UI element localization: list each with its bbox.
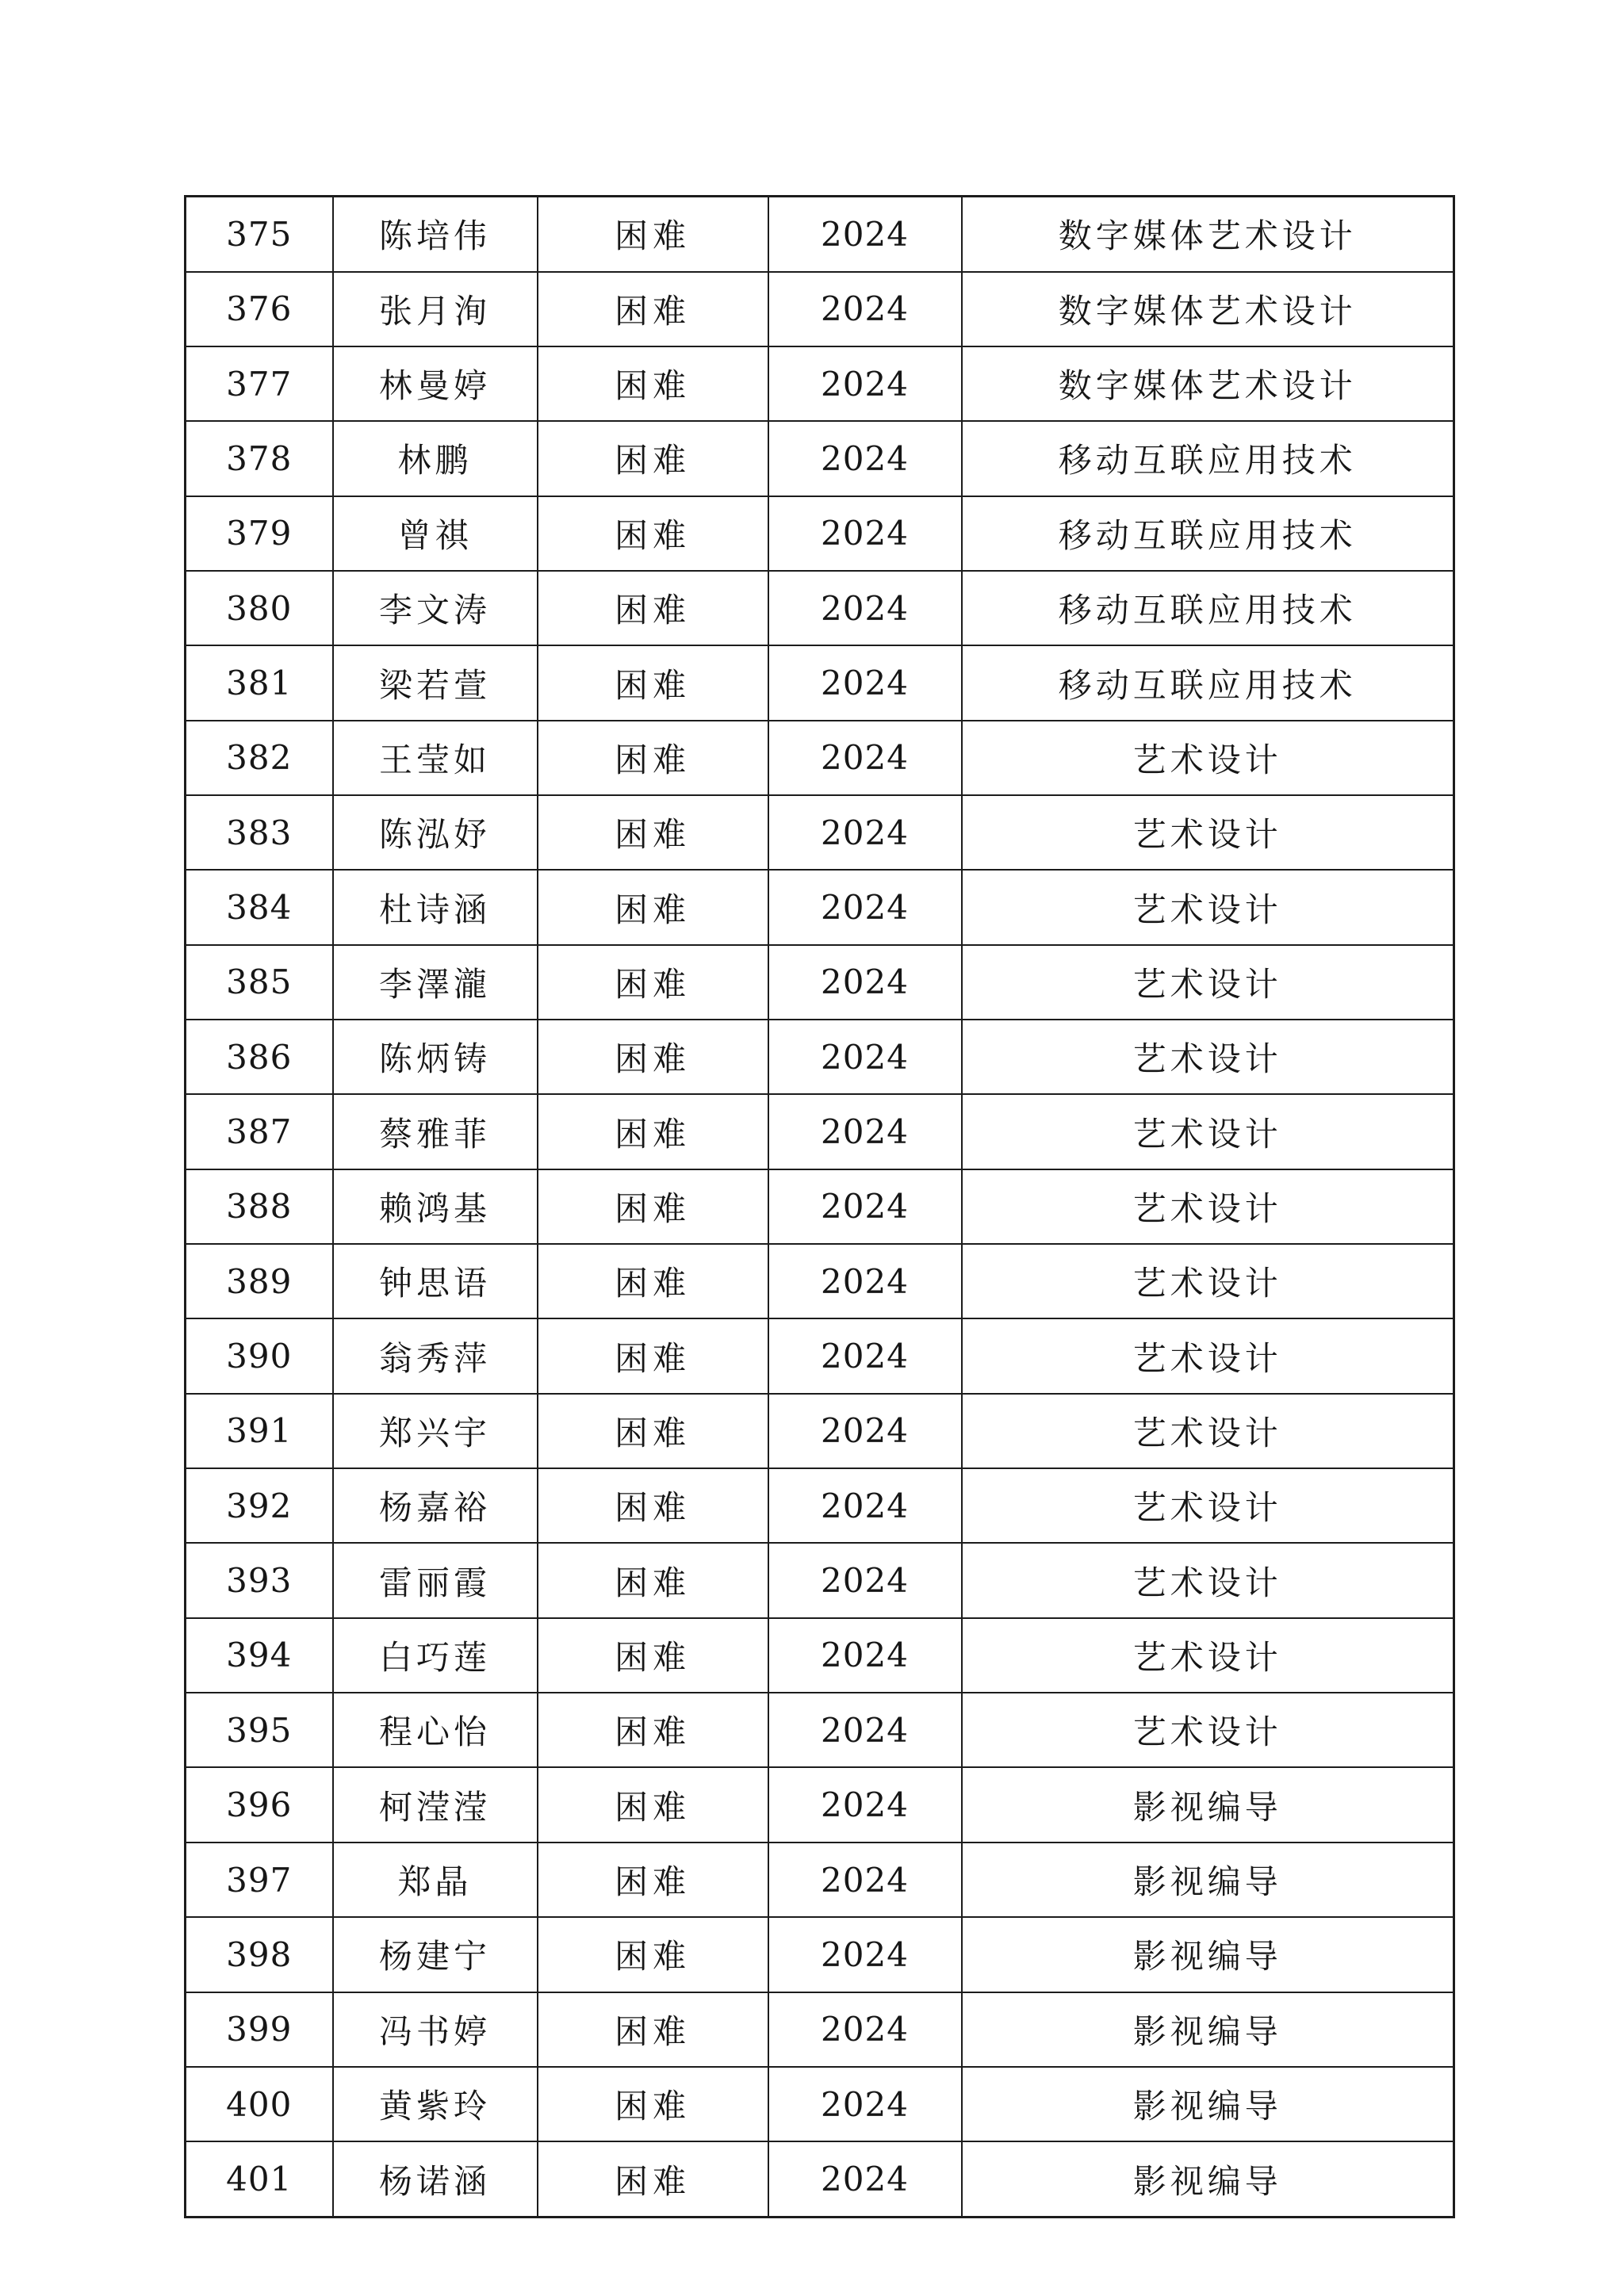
difficulty-type-cell: 困难 [538,1843,768,1917]
serial-number-cell: 389 [186,1244,333,1318]
difficulty-type-cell: 困难 [538,272,768,346]
difficulty-type-cell: 困难 [538,1992,768,2067]
student-name-cell: 翁秀萍 [333,1318,538,1393]
serial-number-cell: 379 [186,496,333,571]
table-row [186,272,1454,346]
table-row [186,197,1454,272]
student-name-cell: 郑兴宇 [333,1394,538,1468]
major-cell: 移动互联应用技术 [962,496,1454,571]
table-row [186,1468,1454,1543]
table-row [186,1394,1454,1468]
major-cell: 影视编导 [962,1992,1454,2067]
serial-number-cell: 394 [186,1618,333,1693]
difficulty-type-cell: 困难 [538,2141,768,2217]
serial-number-cell: 387 [186,1094,333,1169]
major-cell: 艺术设计 [962,1244,1454,1318]
serial-number-cell: 395 [186,1693,333,1767]
difficulty-type-cell: 困难 [538,1394,768,1468]
major-cell: 艺术设计 [962,1094,1454,1169]
table-row [186,1843,1454,1917]
student-name-cell: 冯书婷 [333,1992,538,2067]
major-cell: 数字媒体艺术设计 [962,346,1454,421]
student-name-cell: 程心怡 [333,1693,538,1767]
serial-number-cell: 376 [186,272,333,346]
student-name-cell: 雷丽霞 [333,1543,538,1617]
student-name-cell: 黄紫玲 [333,2067,538,2141]
table-row [186,2141,1454,2217]
serial-number-cell: 384 [186,870,333,944]
major-cell: 艺术设计 [962,1318,1454,1393]
serial-number-cell: 393 [186,1543,333,1617]
difficulty-type-cell: 困难 [538,870,768,944]
student-name-cell: 梁若萱 [333,645,538,720]
serial-number-cell: 388 [186,1169,333,1244]
year-cell: 2024 [768,1843,962,1917]
major-cell: 艺术设计 [962,1618,1454,1693]
year-cell: 2024 [768,1992,962,2067]
difficulty-type-cell: 困难 [538,945,768,1020]
difficulty-type-cell: 困难 [538,1244,768,1318]
student-name-cell: 陈炳铸 [333,1020,538,1094]
student-name-cell: 蔡雅菲 [333,1094,538,1169]
year-cell: 2024 [768,1244,962,1318]
table-row [186,1693,1454,1767]
serial-number-cell: 383 [186,795,333,870]
major-cell: 移动互联应用技术 [962,645,1454,720]
student-name-cell: 杨嘉裕 [333,1468,538,1543]
major-cell: 影视编导 [962,2067,1454,2141]
year-cell: 2024 [768,1020,962,1094]
major-cell: 艺术设计 [962,1394,1454,1468]
student-name-cell: 白巧莲 [333,1618,538,1693]
student-name-cell: 赖鸿基 [333,1169,538,1244]
serial-number-cell: 385 [186,945,333,1020]
student-name-cell: 柯滢滢 [333,1767,538,1842]
serial-number-cell: 381 [186,645,333,720]
difficulty-type-cell: 困难 [538,197,768,272]
serial-number-cell: 396 [186,1767,333,1842]
major-cell: 艺术设计 [962,721,1454,795]
student-name-cell: 钟思语 [333,1244,538,1318]
major-cell: 数字媒体艺术设计 [962,197,1454,272]
student-name-cell: 陈泓妤 [333,795,538,870]
year-cell: 2024 [768,496,962,571]
student-name-cell: 林曼婷 [333,346,538,421]
table-row [186,1917,1454,1992]
major-cell: 影视编导 [962,2141,1454,2217]
year-cell: 2024 [768,870,962,944]
year-cell: 2024 [768,421,962,496]
year-cell: 2024 [768,1468,962,1543]
difficulty-type-cell: 困难 [538,346,768,421]
major-cell: 移动互联应用技术 [962,421,1454,496]
student-name-cell: 曾祺 [333,496,538,571]
major-cell: 艺术设计 [962,795,1454,870]
major-cell: 艺术设计 [962,1020,1454,1094]
difficulty-type-cell: 困难 [538,1169,768,1244]
student-name-cell: 杨诺涵 [333,2141,538,2217]
year-cell: 2024 [768,1917,962,1992]
difficulty-type-cell: 困难 [538,1468,768,1543]
serial-number-cell: 382 [186,721,333,795]
student-roster-table [184,195,1455,2218]
major-cell: 艺术设计 [962,1169,1454,1244]
difficulty-type-cell: 困难 [538,1693,768,1767]
major-cell: 数字媒体艺术设计 [962,272,1454,346]
serial-number-cell: 391 [186,1394,333,1468]
student-name-cell: 张月洵 [333,272,538,346]
table-row [186,1543,1454,1617]
major-cell: 艺术设计 [962,1543,1454,1617]
major-cell: 艺术设计 [962,1693,1454,1767]
serial-number-cell: 386 [186,1020,333,1094]
student-name-cell: 李澤瀧 [333,945,538,1020]
table-row [186,1992,1454,2067]
year-cell: 2024 [768,2141,962,2217]
difficulty-type-cell: 困难 [538,2067,768,2141]
year-cell: 2024 [768,1094,962,1169]
roster-table-body [186,197,1454,2218]
year-cell: 2024 [768,945,962,1020]
table-row [186,496,1454,571]
serial-number-cell: 400 [186,2067,333,2141]
year-cell: 2024 [768,571,962,645]
difficulty-type-cell: 困难 [538,645,768,720]
table-row [186,1244,1454,1318]
year-cell: 2024 [768,795,962,870]
serial-number-cell: 378 [186,421,333,496]
table-row [186,421,1454,496]
difficulty-type-cell: 困难 [538,421,768,496]
table-row [186,571,1454,645]
difficulty-type-cell: 困难 [538,1318,768,1393]
serial-number-cell: 377 [186,346,333,421]
difficulty-type-cell: 困难 [538,1020,768,1094]
difficulty-type-cell: 困难 [538,795,768,870]
difficulty-type-cell: 困难 [538,721,768,795]
difficulty-type-cell: 困难 [538,571,768,645]
table-row [186,645,1454,720]
student-name-cell: 杜诗涵 [333,870,538,944]
year-cell: 2024 [768,1394,962,1468]
major-cell: 移动互联应用技术 [962,571,1454,645]
table-row [186,2067,1454,2141]
major-cell: 艺术设计 [962,870,1454,944]
table-row [186,945,1454,1020]
student-name-cell: 林鹏 [333,421,538,496]
student-name-cell: 郑晶 [333,1843,538,1917]
student-name-cell: 王莹如 [333,721,538,795]
difficulty-type-cell: 困难 [538,1543,768,1617]
student-name-cell: 李文涛 [333,571,538,645]
year-cell: 2024 [768,272,962,346]
year-cell: 2024 [768,1618,962,1693]
table-row [186,1618,1454,1693]
year-cell: 2024 [768,2067,962,2141]
major-cell: 影视编导 [962,1843,1454,1917]
table-row [186,1020,1454,1094]
table-row [186,1767,1454,1842]
major-cell: 艺术设计 [962,945,1454,1020]
student-name-cell: 陈培伟 [333,197,538,272]
table-row [186,1169,1454,1244]
year-cell: 2024 [768,721,962,795]
serial-number-cell: 399 [186,1992,333,2067]
student-name-cell: 杨建宁 [333,1917,538,1992]
table-row [186,721,1454,795]
year-cell: 2024 [768,346,962,421]
table-row [186,870,1454,944]
serial-number-cell: 392 [186,1468,333,1543]
year-cell: 2024 [768,1693,962,1767]
difficulty-type-cell: 困难 [538,496,768,571]
difficulty-type-cell: 困难 [538,1767,768,1842]
year-cell: 2024 [768,1169,962,1244]
serial-number-cell: 390 [186,1318,333,1393]
major-cell: 影视编导 [962,1917,1454,1992]
serial-number-cell: 401 [186,2141,333,2217]
serial-number-cell: 380 [186,571,333,645]
difficulty-type-cell: 困难 [538,1618,768,1693]
table-row [186,1094,1454,1169]
year-cell: 2024 [768,1767,962,1842]
major-cell: 艺术设计 [962,1468,1454,1543]
year-cell: 2024 [768,645,962,720]
serial-number-cell: 397 [186,1843,333,1917]
year-cell: 2024 [768,1543,962,1617]
year-cell: 2024 [768,197,962,272]
table-row [186,346,1454,421]
serial-number-cell: 375 [186,197,333,272]
serial-number-cell: 398 [186,1917,333,1992]
difficulty-type-cell: 困难 [538,1094,768,1169]
table-row [186,1318,1454,1393]
difficulty-type-cell: 困难 [538,1917,768,1992]
year-cell: 2024 [768,1318,962,1393]
major-cell: 影视编导 [962,1767,1454,1842]
table-row [186,795,1454,870]
